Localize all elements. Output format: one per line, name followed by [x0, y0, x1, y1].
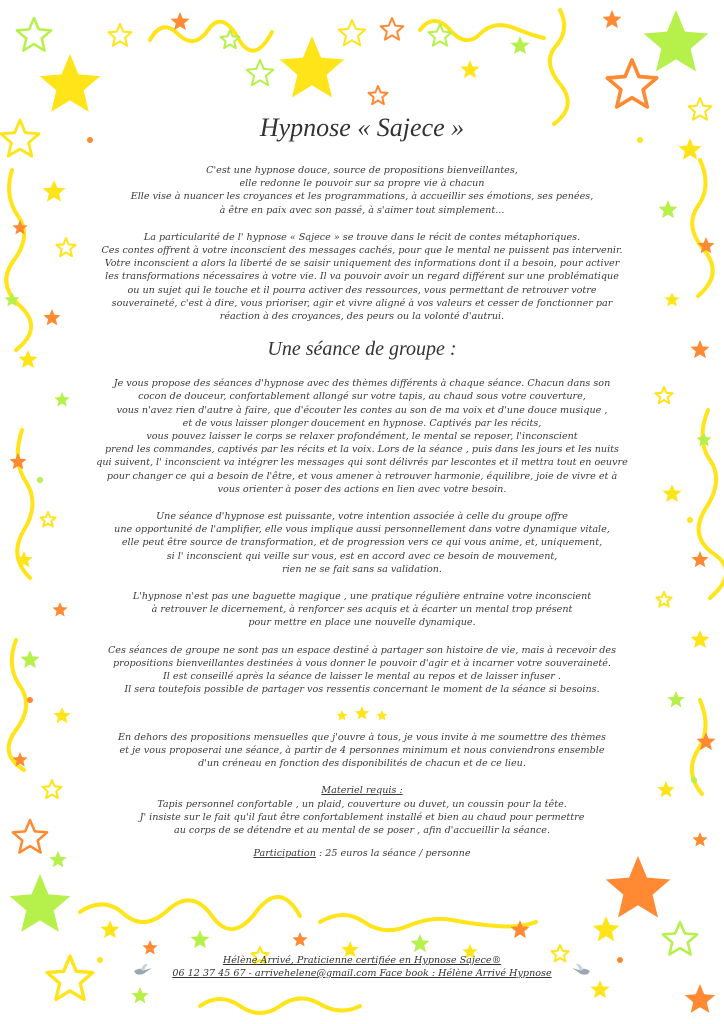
text-line: J' insiste sur le fait qu'il faut être confortablement installé et bien au chaud pour permettre: [139, 811, 585, 823]
star-icon: [591, 980, 610, 998]
squiggle-ribbon-icon: [200, 998, 360, 1013]
particularite-paragraph: [78, 231, 646, 323]
puissante-paragraph: [78, 510, 646, 576]
confetti-dot: [691, 777, 697, 783]
star-icon: [369, 86, 388, 104]
star-icon: [411, 934, 430, 952]
star-icon: [142, 940, 157, 955]
star-icon: [663, 484, 682, 502]
star-icon: [603, 10, 622, 28]
text-line: Ces contes offrent à votre inconscient des messages cachés, pour que le mental ne puissent pas intervenir.: [101, 245, 623, 257]
text-line: une opportunité de l'amplifier, elle vous implique aussi personnellement dans votre dynamique vitale,: [114, 524, 610, 536]
star-icon: [191, 930, 210, 948]
text-line: Tapis personnel confortable , un plaid, couverture ou duvet, un coussin pour la tête.: [157, 798, 567, 810]
star-icon: [593, 916, 620, 941]
text-line: cocon de douceur, confortablement allongé sur votre tapis, au chaud sous votre couverture,: [138, 391, 586, 403]
text-line: si l' inconscient qui veille sur vous, est en accord avec ce besoin de mouvement,: [166, 550, 558, 562]
confetti-dot: [617, 957, 623, 963]
star-icon: [57, 238, 76, 256]
text-line: Je vous propose des séances d'hypnose avec des thèmes différents à chaque séance. Chacun dans son: [113, 378, 611, 390]
page-title: Hypnose « Sajece »: [259, 113, 465, 142]
text-line: L'hypnose n'est pas une baguette magique , une pratique régulière entraine votre inconscient: [132, 591, 592, 603]
text-line: qui suivent, l' inconscient va intégrer les messages qui sont délivrés par lescontes et il mettra tout en oeuvre: [96, 457, 628, 469]
three-stars-icon: [332, 705, 392, 723]
star-icon: [280, 36, 345, 98]
star-icon: [511, 36, 530, 54]
star-icon: [43, 780, 62, 798]
text-line: rien ne se fait sans sa validation.: [282, 563, 442, 575]
text-line: elle redonne le pouvoir sur sa propre vie à chacun: [239, 178, 485, 190]
star-icon: [355, 706, 369, 720]
squiggle-ribbon-icon: [6, 170, 31, 350]
star-icon: [43, 309, 60, 325]
squiggle-ribbon-icon: [150, 22, 272, 51]
star-icon: [19, 350, 38, 368]
text-line: à être en paix avec son passé, à s'aimer tout simplement...: [219, 204, 505, 216]
squiggle-ribbon-icon: [9, 640, 26, 770]
squiggle-ribbon-icon: [550, 10, 568, 124]
footer-name: Hélène Arrivé, Praticienne certifiée en Hypnose Sajece®: [222, 955, 502, 966]
star-icon: [664, 292, 679, 307]
participation-label: Participation: [253, 848, 316, 860]
text-line: vous n'avez rien d'autre à faire, que d'écouter les contes au son de ma voix et d'une douce musique ,: [116, 404, 608, 416]
squiggle-ribbon-icon: [692, 160, 712, 296]
text-line: prend les commandes, captivés par les récits et la voix. Lors de la séance , puis dans les jours et les nuits: [105, 444, 619, 456]
materiel-lines: [78, 798, 646, 838]
star-icon: [131, 987, 148, 1003]
espace-paragraph: [78, 644, 646, 697]
confetti-dot: [37, 477, 43, 483]
participation-value: : 25 euros la séance / personne: [315, 848, 471, 860]
star-icon: [54, 392, 69, 407]
text-line: Il est conseillé après la séance de laisser le mental au repos et de laisser infuser .: [163, 671, 561, 683]
star-icon: [657, 781, 674, 797]
text-line: vous orienter à poser des actions en lien avec votre besoin.: [217, 483, 507, 495]
squiggle-ribbon-icon: [80, 897, 300, 929]
star-icon: [247, 60, 274, 85]
star-icon: [659, 200, 678, 218]
star-icon: [663, 922, 697, 955]
text-line: pour changer ce qui a besoin de l'être, et vous amener à retrouver harmonie, équilibre, joie de vivre et à: [106, 470, 618, 482]
star-icon: [691, 340, 710, 358]
star-icon: [53, 707, 70, 723]
text-line: propositions bienveillantes destinées à vous donner le pouvoir d'agir et à incarner votre souveraineté.: [113, 657, 611, 669]
star-icon: [692, 832, 707, 847]
star-icon: [13, 820, 47, 853]
mensuelles-paragraph: [78, 731, 646, 771]
star-icon: [40, 54, 101, 112]
participation-line: [78, 847, 646, 860]
baguette-paragraph: [78, 590, 646, 630]
text-line: pour mettre en place une nouvelle dynamique.: [248, 617, 476, 629]
star-icon: [101, 920, 120, 938]
text-line: Il sera toutefois possible de partager vos ressentis concernant le moment de la séance si besoins.: [124, 684, 600, 696]
star-icon: [656, 592, 671, 607]
text-line: Ces séances de groupe ne sont pas un espace destiné à partager son histoire de vie, mais à recevoir des: [107, 644, 617, 656]
text-line: d'un créneau en fonction des disponibilités de chacun et de ce lieu.: [198, 758, 526, 770]
star-icon: [337, 710, 348, 721]
star-icon: [691, 630, 710, 648]
star-icon: [691, 551, 708, 567]
star-icon: [109, 24, 132, 46]
star-icon: [171, 12, 190, 30]
materiel-label: Materiel requis :: [321, 785, 403, 797]
confetti-dot: [97, 957, 103, 963]
flyer-body: [78, 112, 646, 874]
star-icon: [644, 10, 709, 72]
star-icon: [21, 650, 40, 668]
text-line: réaction à des croyances, des peurs ou la volonté d'autrui.: [219, 311, 505, 323]
text-line: et de vous laisser plonger doucement en hypnose. Captivés par les récits,: [182, 417, 542, 429]
seance-paragraph: [78, 377, 646, 496]
footer-contact-line: 06 12 37 45 67 - arrivehelene@gmail.com Face book : Hélène Arrivé Hypnose: [172, 968, 552, 979]
star-icon: [607, 60, 656, 107]
text-line: souveraineté, c'est à dire, vous prioriser, agir et vivre aligné à vos valeurs et cesser de fonctionner par: [111, 297, 613, 309]
star-icon: [689, 98, 712, 120]
star-icon: [52, 602, 67, 617]
text-line: les transformations nécessaires à votre vie. Il va pouvoir avoir un regard différent sur une problématique: [105, 271, 619, 283]
text-line: La particularité de l' hypnose « Sajece » se trouve dans le récit de contes métaphoriques.: [143, 231, 581, 243]
star-icon: [655, 387, 672, 403]
confetti-dot: [687, 517, 693, 523]
text-line: vous pouvez laisser le corps se relaxer profondément, le mental se reposer, l'inconscient: [146, 431, 578, 443]
star-icon: [685, 984, 715, 1013]
star-icon: [461, 60, 480, 78]
text-line: Une séance d'hypnose est puissante, votre intention associée à celle du groupe offre: [156, 511, 568, 523]
star-icon: [43, 180, 66, 202]
footer-contact: [130, 954, 594, 980]
squiggle-ribbon-icon: [320, 915, 536, 930]
confetti-dot: [27, 697, 33, 703]
star-icon: [17, 18, 51, 51]
star-icon: [667, 691, 684, 707]
star-icon: [377, 710, 388, 721]
materiel-block: [78, 784, 646, 837]
text-line: ou un sujet qui le touche et il pourra activer des ressources, vous permettant de retrouver votre: [127, 284, 597, 296]
star-icon: [381, 18, 404, 40]
text-line: elle peut être source de transformation, et de progression vers ce qui vous anime, et, uniquement,: [121, 537, 603, 549]
text-line: En dehors des propositions mensuelles que j'ouvre à tous, je vous invite à me soumettre des thèmes: [118, 731, 606, 743]
text-line: au corps de se détendre et au mental de se poser , afin d'accueillir la séance.: [173, 824, 551, 836]
star-icon: [47, 956, 93, 999]
text-line: à retrouver le dicernement, à renforcer ses acquis et à écarter un mental trop présent: [151, 604, 573, 616]
star-icon: [1, 120, 39, 156]
star-icon: [679, 138, 702, 160]
star-icon: [10, 874, 71, 932]
star-icon: [292, 932, 307, 947]
star-icon: [49, 851, 66, 867]
text-line: Votre inconscient a alors la liberté de se saisir uniquement des informations dont il a besoin, pour activer: [104, 258, 620, 270]
intro-paragraph: [78, 164, 646, 217]
text-line: et je vous proposerai une séance, à partir de 4 personnes minimum et nous conviendrons ensemble: [119, 744, 605, 756]
star-icon: [40, 512, 55, 527]
section-subtitle: Une séance de groupe :: [267, 338, 457, 361]
star-icon: [339, 20, 366, 45]
text-line: Elle vise à nuancer les croyances et les programmations, à accueillir ses émotions, ses penées,: [130, 191, 594, 203]
text-line: C'est une hypnose douce, source de propositions bienveillantes,: [206, 165, 518, 176]
